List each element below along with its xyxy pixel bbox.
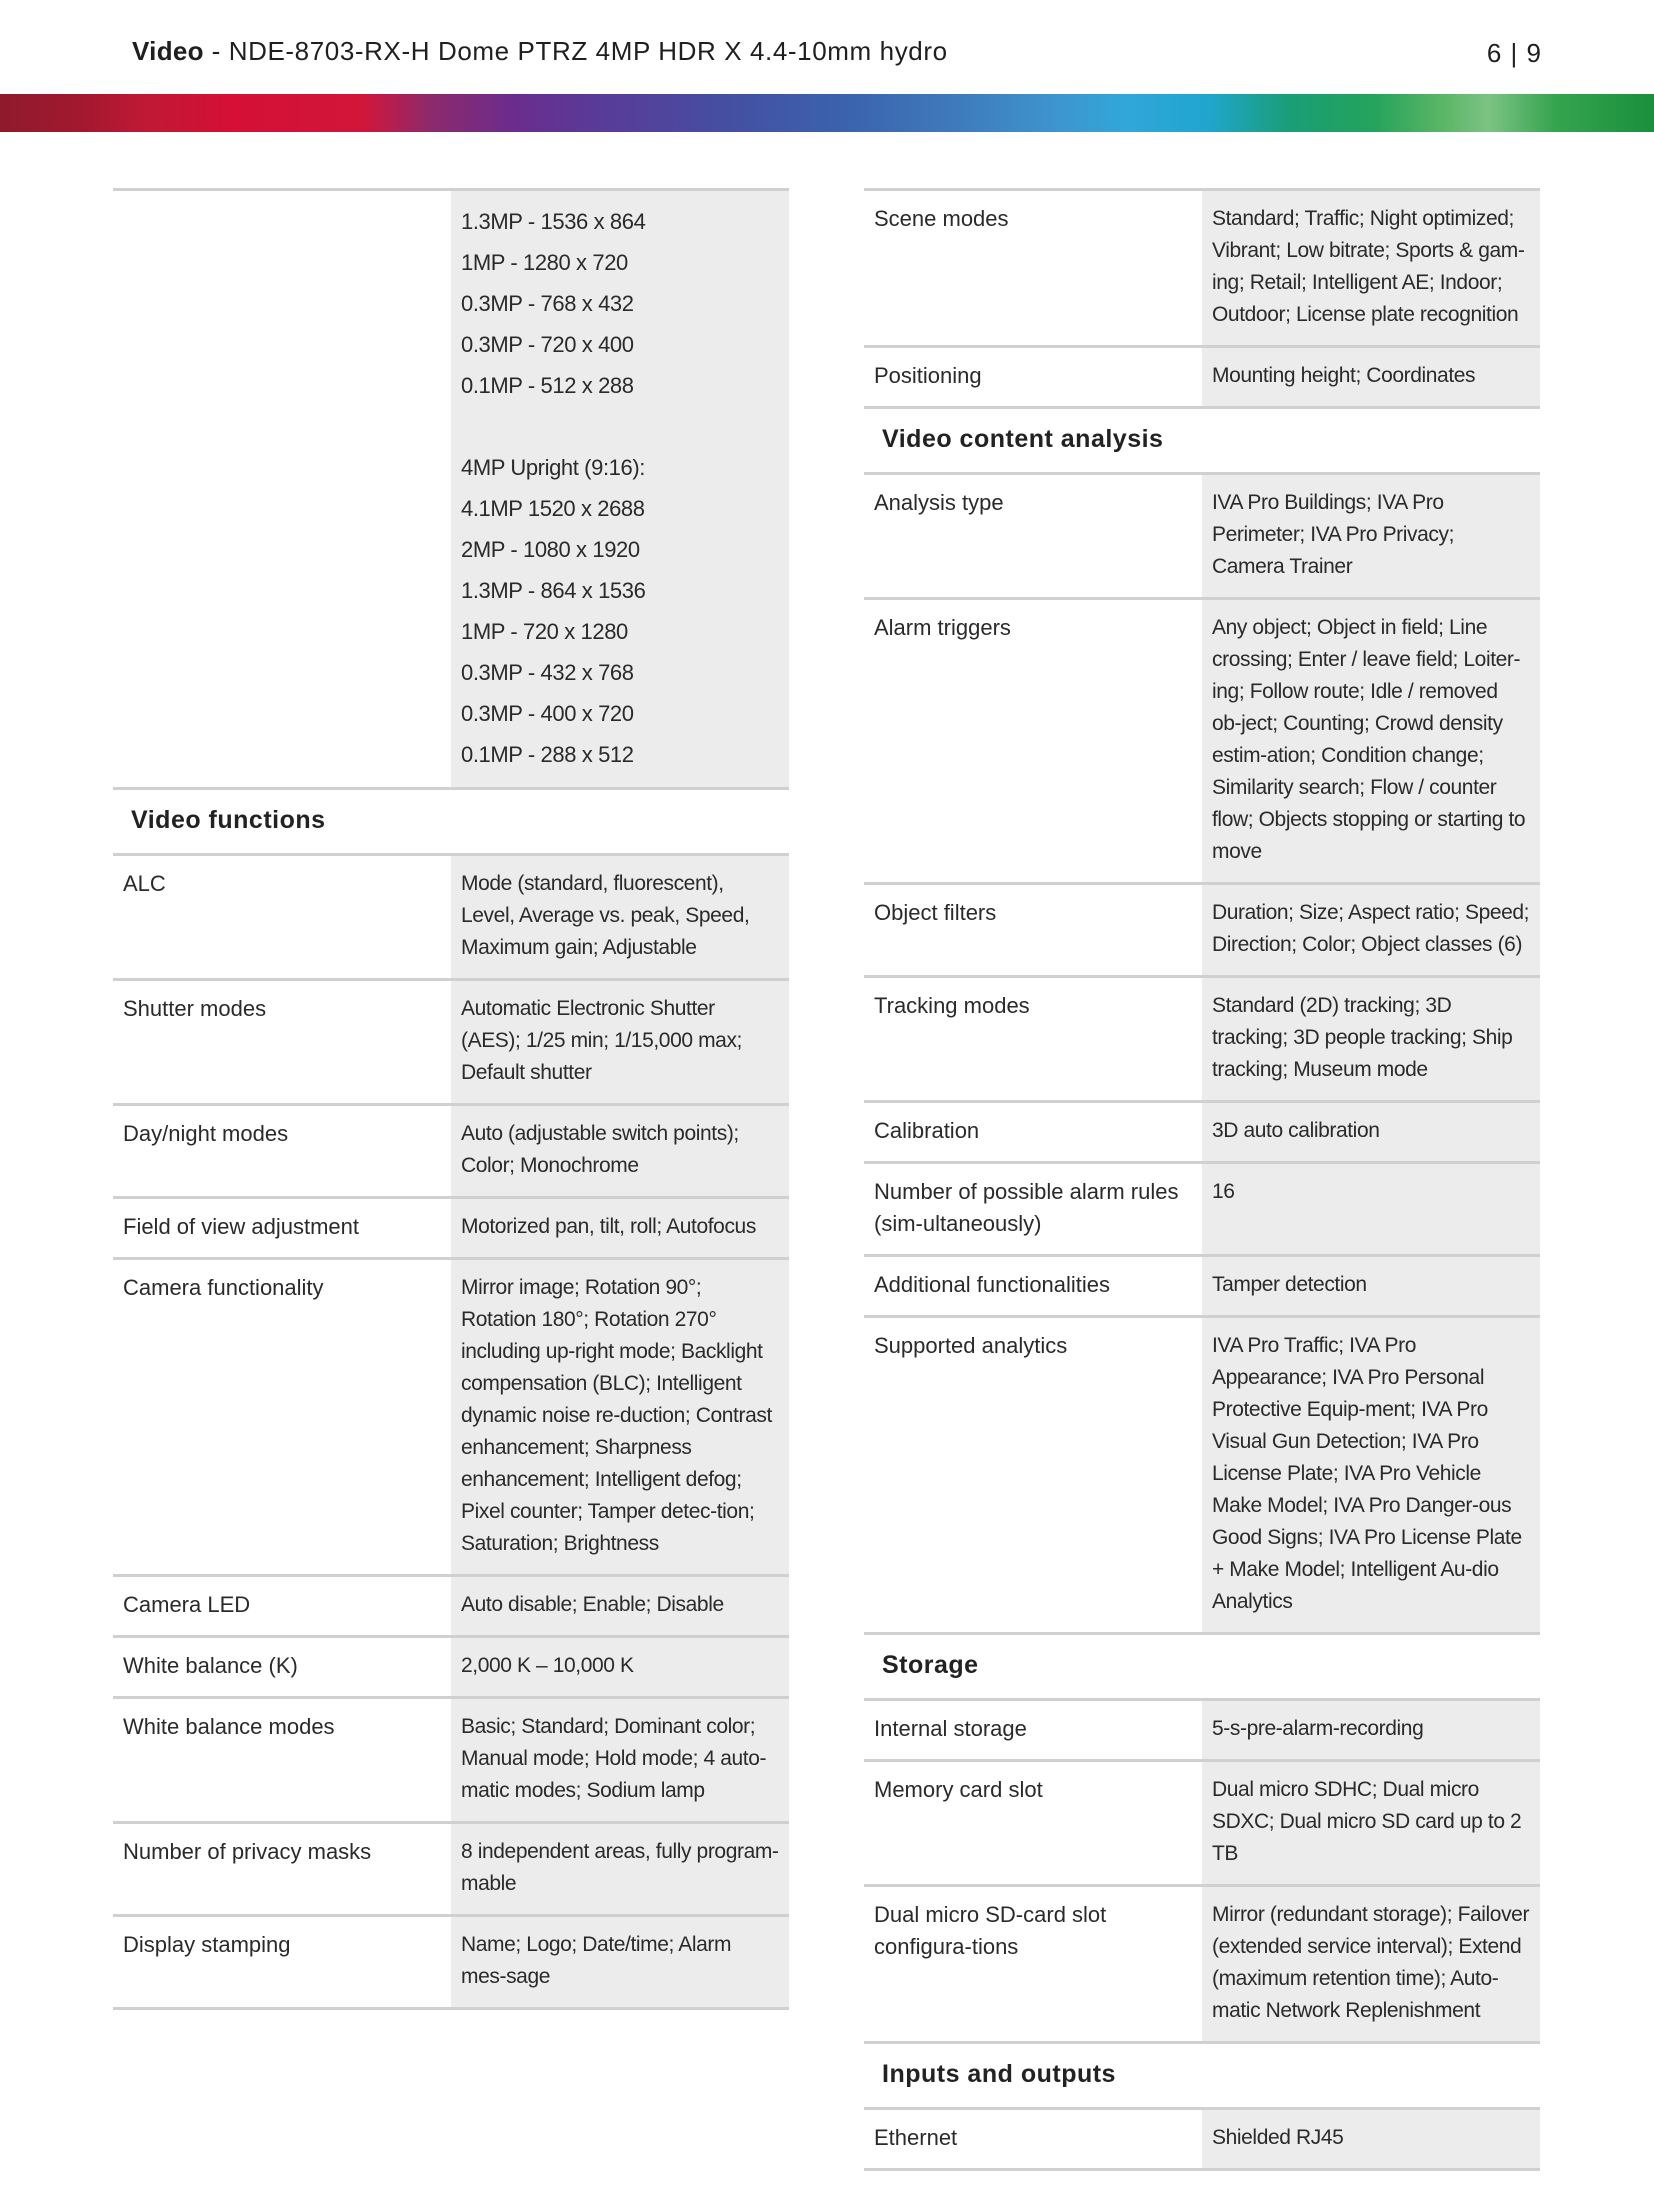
page-number: 6 | 9 (1486, 38, 1542, 68)
spec-label: ALC (123, 871, 166, 896)
spec-row (864, 1315, 1540, 1632)
spec-row (864, 1759, 1540, 1884)
spec-value: 5-s-pre-alarm-recording (1202, 1701, 1540, 1759)
spec-value: 3D auto calibration (1202, 1103, 1540, 1161)
section-heading-storage: Storage (864, 1632, 1540, 1698)
spec-row (864, 188, 1540, 345)
spec-label: White balance modes (123, 1714, 335, 1739)
spec-label: Additional functionalities (874, 1272, 1111, 1297)
spec-label: Ethernet (874, 2125, 958, 2150)
spec-row (864, 1698, 1540, 1759)
section-heading-inputs-outputs: Inputs and outputs (864, 2041, 1540, 2107)
resolution-item: 1.3MP - 864 x 1536 (461, 578, 646, 603)
spec-row (864, 597, 1540, 882)
spec-row (113, 1635, 789, 1696)
spec-value: Shielded RJ45 (1202, 2110, 1540, 2168)
spec-label: Camera functionality (123, 1275, 324, 1300)
document-title-section: Video (132, 36, 204, 66)
spec-row (864, 2107, 1540, 2171)
spec-value: 2,000 K – 10,000 K (451, 1638, 789, 1696)
spec-value: Duration; Size; Aspect ratio; Speed; Direction; Color; Object classes (6) (1202, 885, 1540, 975)
spec-row (113, 1696, 789, 1821)
spec-value: Basic; Standard; Dominant color; Manual mode; Hold mode; 4 auto-matic modes; Sodium lamp (451, 1699, 789, 1821)
spec-label: Internal storage (874, 1716, 1027, 1741)
spec-label: Number of privacy masks (123, 1839, 372, 1864)
spec-row (864, 472, 1540, 597)
spec-label (113, 191, 451, 787)
spec-label: Dual micro SD-card slot configura-tions (874, 1902, 1107, 1959)
spec-value: Mounting height; Coordinates (1202, 348, 1540, 406)
spec-value: Mirror image; Rotation 90°; Rotation 180°; Rotation 270° including up-right mode; Backlight compensation (BLC); Intelligent dynamic noise re-duction; Contrast enhancement; Sharpness enhancement; Intelligent defog; Pixel counter; Tamper detec-tion; Saturation; Brightness (451, 1260, 789, 1574)
spec-label: Tracking modes (874, 993, 1030, 1018)
spec-value: Standard (2D) tracking; 3D tracking; 3D people tracking; Ship tracking; Museum mode (1202, 978, 1540, 1100)
spacer (461, 406, 779, 447)
spec-value: Any object; Object in field; Line crossing; Enter / leave field; Loiter-ing; Follow route; Idle / removed ob-ject; Counting; Crowd density estim-ation; Condition change; Similarity search; Flow / counter flow; Objects stopping or starting to move (1202, 600, 1540, 882)
spec-label: Supported analytics (874, 1333, 1068, 1358)
spec-label: Object filters (874, 900, 997, 925)
spec-value: Motorized pan, tilt, roll; Autofocus (451, 1199, 789, 1257)
spec-value: Automatic Electronic Shutter (AES); 1/25 min; 1/15,000 max; Default shutter (451, 981, 789, 1103)
spec-label: Analysis type (874, 490, 1004, 515)
resolution-item: 4MP Upright (9:16): (461, 455, 645, 480)
spec-row (113, 1574, 789, 1635)
spec-label: Shutter modes (123, 996, 267, 1021)
spec-value: Mirror (redundant storage); Failover (extended service interval); Extend (maximum retention time); Auto-matic Network Replenishment (1202, 1887, 1540, 2041)
spec-label: Number of possible alarm rules (sim-ultaneously) (874, 1179, 1179, 1236)
spec-row (864, 345, 1540, 406)
spec-row (113, 1914, 789, 2010)
resolution-item: 1.3MP - 1536 x 864 (461, 209, 646, 234)
spec-label: Scene modes (874, 206, 1009, 231)
spec-value: Name; Logo; Date/time; Alarm mes-sage (451, 1917, 789, 2007)
spec-row (864, 975, 1540, 1100)
spec-label: Field of view adjustment (123, 1214, 359, 1239)
spec-label: Memory card slot (874, 1777, 1043, 1802)
spec-value: 16 (1202, 1164, 1540, 1254)
spec-label: Camera LED (123, 1592, 251, 1617)
right-spec-column (864, 188, 1540, 2171)
spec-label: Positioning (874, 363, 982, 388)
document-title-product: - NDE-8703-RX-H Dome PTRZ 4MP HDR X 4.4-10mm hydro (203, 36, 948, 66)
spec-label: Day/night modes (123, 1121, 289, 1146)
resolution-list (451, 191, 789, 787)
spec-row (113, 1257, 789, 1574)
spec-row (113, 1821, 789, 1914)
spec-value: IVA Pro Buildings; IVA Pro Perimeter; IVA Pro Privacy; Camera Trainer (1202, 475, 1540, 597)
spec-value: Standard; Traffic; Night optimized; Vibrant; Low bitrate; Sports & gam-ing; Retail; Intelligent AE; Indoor; Outdoor; License plate recognition (1202, 191, 1540, 345)
spec-value: 8 independent areas, fully program-mable (451, 1824, 789, 1914)
resolution-item: 4.1MP 1520 x 2688 (461, 496, 645, 521)
brand-color-band (0, 94, 1654, 132)
spec-value: Mode (standard, fluorescent), Level, Average vs. peak, Speed, Maximum gain; Adjustable (451, 856, 789, 978)
spec-row (864, 1254, 1540, 1315)
spec-row (864, 1161, 1540, 1254)
spec-label: Calibration (874, 1118, 980, 1143)
spec-row (864, 1884, 1540, 2041)
page-header (0, 0, 1654, 96)
spec-label: Alarm triggers (874, 615, 1011, 640)
spec-value: IVA Pro Traffic; IVA Pro Appearance; IVA Pro Personal Protective Equip-ment; IVA Pro Visual Gun Detection; IVA Pro License Plate; IVA Pro Vehicle Make Model; IVA Pro Danger-ous Good Signs; IVA Pro License Plate + Make Model; Intelligent Au-dio Analytics (1202, 1318, 1540, 1632)
resolution-item: 1MP - 720 x 1280 (461, 619, 628, 644)
resolution-row (113, 188, 789, 787)
spec-value: Dual micro SDHC; Dual micro SDXC; Dual micro SD card up to 2 TB (1202, 1762, 1540, 1884)
spec-row (113, 853, 789, 978)
section-heading-video-content-analysis: Video content analysis (864, 406, 1540, 472)
spec-value: Auto (adjustable switch points); Color; Monochrome (451, 1106, 789, 1196)
spec-label: White balance (K) (123, 1653, 298, 1678)
spec-value: Auto disable; Enable; Disable (451, 1577, 789, 1635)
resolution-item: 0.3MP - 720 x 400 (461, 332, 634, 357)
document-title (132, 36, 948, 67)
spec-label: Display stamping (123, 1932, 291, 1957)
left-spec-column (113, 188, 789, 2010)
resolution-item: 2MP - 1080 x 1920 (461, 537, 640, 562)
spec-value: Tamper detection (1202, 1257, 1540, 1315)
spec-row (113, 1196, 789, 1257)
resolution-item: 0.1MP - 512 x 288 (461, 373, 634, 398)
spec-row (864, 882, 1540, 975)
resolution-item: 0.1MP - 288 x 512 (461, 742, 634, 767)
resolution-item: 0.3MP - 400 x 720 (461, 701, 634, 726)
resolution-item: 0.3MP - 768 x 432 (461, 291, 634, 316)
resolution-item: 0.3MP - 432 x 768 (461, 660, 634, 685)
spec-row (113, 1103, 789, 1196)
section-heading-video-functions: Video functions (113, 787, 789, 853)
spec-row (864, 1100, 1540, 1161)
spec-row (113, 978, 789, 1103)
resolution-item: 1MP - 1280 x 720 (461, 250, 628, 275)
